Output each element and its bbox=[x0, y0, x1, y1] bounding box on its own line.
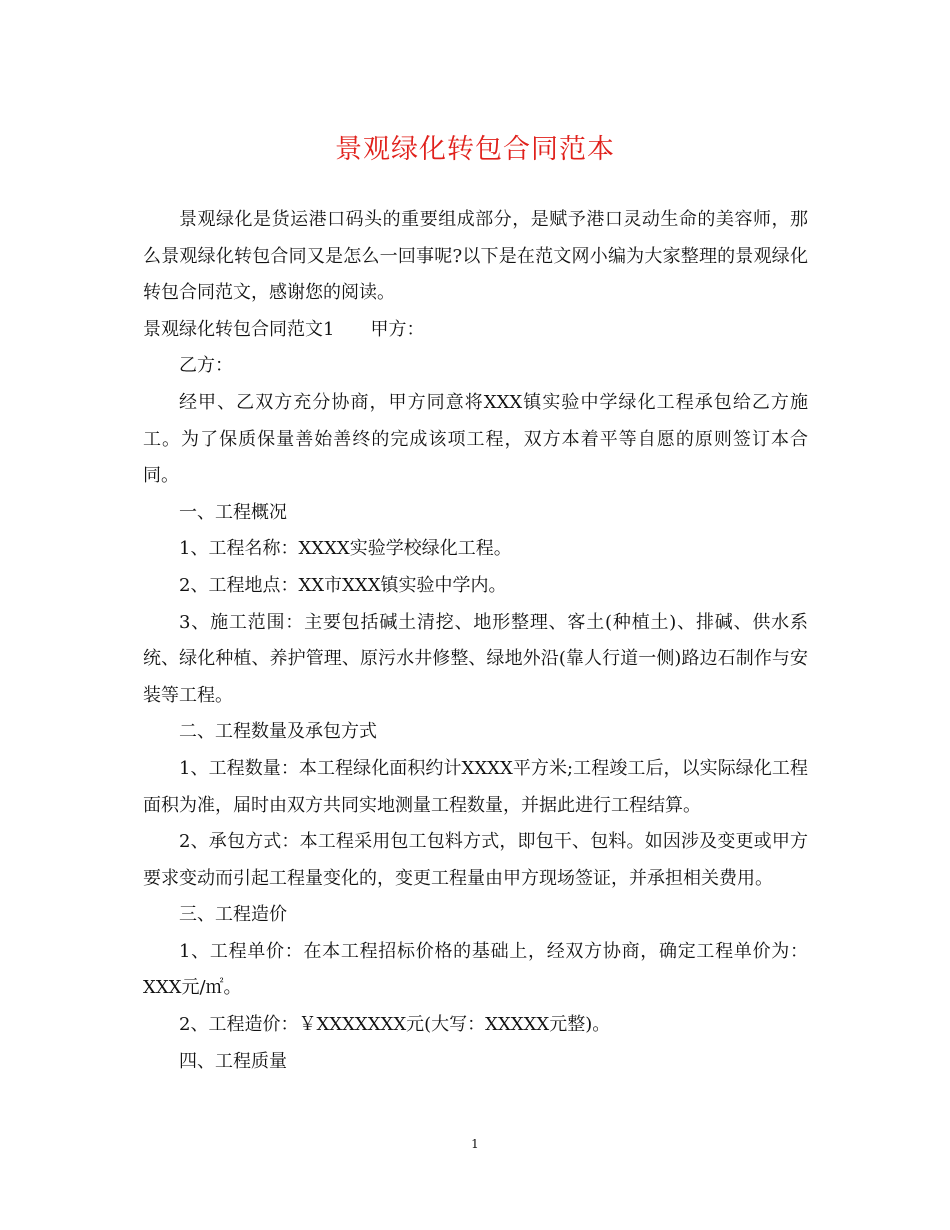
paragraph-scope: 3、施工范围：主要包括碱土清挖、地形整理、客土(种植土)、排碱、供水系统、绿化种植、养护管理、原污水井修整、绿地外沿(靠人行道一侧)路边石制作与安装等工程。 bbox=[143, 611, 808, 706]
section-heading-quantity: 二、工程数量及承包方式 bbox=[179, 721, 377, 743]
paragraph-total-cost: 2、工程造价：￥XXXXXXX元(大写：XXXXX元整)。 bbox=[179, 1014, 611, 1036]
section-heading-overview: 一、工程概况 bbox=[179, 501, 287, 523]
page-number: 1 bbox=[471, 1137, 479, 1151]
paragraph-project-location: 2、工程地点：XX市XXX镇实验中学内。 bbox=[179, 574, 507, 596]
paragraph-project-name: 1、工程名称：XXXX实验学校绿化工程。 bbox=[179, 538, 512, 560]
paragraph-contract-method: 2、承包方式：本工程采用包工包料方式，即包干、包料。如因涉及变更或甲方要求变动而引起工程量变化的，变更工程量由甲方现场签证，并承担相关费用。 bbox=[143, 831, 808, 889]
document-title: 景观绿化转包合同范本 bbox=[335, 134, 615, 165]
paragraph-preamble: 经甲、乙双方充分协商，甲方同意将XXX镇实验中学绿化工程承包给乙方施工。为了保质保量善始善终的完成该项工程，双方本着平等自愿的原则签订本合同。 bbox=[143, 391, 808, 487]
paragraph-quantity: 1、工程数量：本工程绿化面积约计XXXX平方米;工程竣工后，以实际绿化工程面积为准，届时由双方共同实地测量工程数量，并据此进行工程结算。 bbox=[143, 757, 808, 816]
paragraph-party-a: 景观绿化转包合同范文1 甲方： bbox=[143, 318, 425, 340]
section-heading-cost: 三、工程造价 bbox=[179, 904, 287, 926]
paragraph-intro: 景观绿化是货运港口码头的重要组成部分，是赋予港口灵动生命的美容师，那么景观绿化转包合同又是怎么一回事呢?以下是在范文网小编为大家整理的景观绿化转包合同范文，感谢您的阅读。 bbox=[143, 209, 808, 304]
paragraph-party-b: 乙方： bbox=[179, 355, 233, 377]
document-body bbox=[143, 202, 808, 1080]
section-heading-quality: 四、工程质量 bbox=[179, 1050, 287, 1072]
paragraph-unit-price: 1、工程单价：在本工程招标价格的基础上，经双方协商，确定工程单价为：XXX元/㎡。 bbox=[143, 940, 808, 999]
